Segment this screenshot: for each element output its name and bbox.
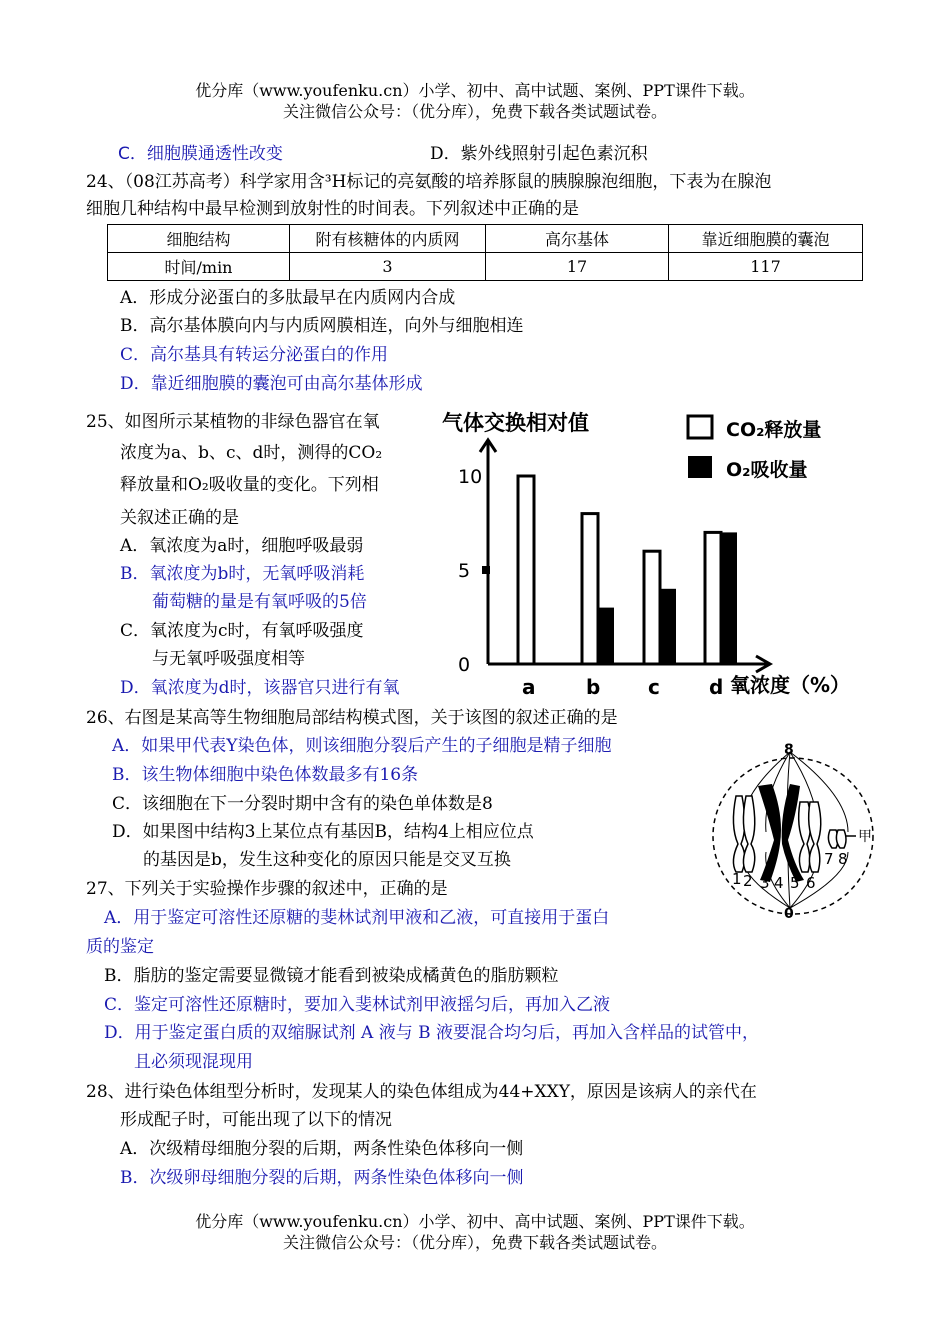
bar-o2-b xyxy=(598,608,614,664)
chromosome-number: 2 xyxy=(743,872,753,890)
legend-label-o2: O₂吸收量 xyxy=(726,459,808,481)
bar-o2-c xyxy=(660,589,676,664)
q26-cell-figure xyxy=(708,736,888,926)
q26-option-d-1: D．如果图中结构3上某位点有基因B，结构4上相应位点 xyxy=(112,822,534,842)
y-tick-label: 5 xyxy=(458,560,471,582)
x-tick-label: b xyxy=(586,675,601,699)
bar-co2-a xyxy=(518,476,534,664)
bar-o2-d xyxy=(721,532,737,664)
centriole-bottom: 0 xyxy=(784,906,794,922)
table-cell: 时间/min xyxy=(108,253,290,281)
chromosome-number: 7 xyxy=(824,850,834,868)
chromosome-number: 3 xyxy=(760,874,770,892)
table-header: 附有核糖体的内质网 xyxy=(290,225,486,253)
legend-swatch-co2 xyxy=(688,416,712,438)
q27-option-d-1: D．用于鉴定蛋白质的双缩脲试剂 A 液与 B 液要混合均匀后，再加入含样品的试管中， xyxy=(104,1023,760,1043)
q25-option-d: D．氧浓度为d时，该器官只进行有氧 xyxy=(120,678,400,698)
bar-co2-b xyxy=(582,514,598,664)
legend-label-co2: CO₂释放量 xyxy=(726,419,822,441)
chromosome-5-6 xyxy=(799,802,821,872)
header-line-2: 关注微信公众号：（优分库），免费下载各类试题试卷。 xyxy=(282,102,667,121)
footer-line-2: 关注微信公众号：（优分库），免费下载各类试题试卷。 xyxy=(282,1233,667,1252)
chromosome-number: 5 xyxy=(790,874,800,892)
y-tick-label: 0 xyxy=(458,654,471,676)
q26-option-a: A．如果甲代表Y染色体，则该细胞分裂后产生的子细胞是精子细胞 xyxy=(112,736,612,756)
q28-stem-2: 形成配子时，可能出现了以下的情况 xyxy=(120,1110,392,1130)
chromosome-number: 1 xyxy=(732,870,742,888)
table-header: 靠近细胞膜的囊泡 xyxy=(669,225,863,253)
q25-option-a: A．氧浓度为a时，细胞呼吸最弱 xyxy=(120,536,364,556)
q26-stem: 26、右图是某高等生物细胞局部结构模式图，关于该图的叙述正确的是 xyxy=(86,708,618,728)
table-header: 高尔基体 xyxy=(486,225,669,253)
q27-option-b: B．脂肪的鉴定需要显微镜才能看到被染成橘黄色的脂肪颗粒 xyxy=(104,966,559,986)
footer-line-1: 优分库（www.youfenku.cn）小学、初中、高中试题、案例、PPT课件下载。 xyxy=(195,1212,755,1231)
table-cell: 3 xyxy=(290,253,486,281)
q25-option-c-1: C．氧浓度为c时，有氧呼吸强度 xyxy=(120,621,364,641)
chromosome-1-2 xyxy=(733,796,754,872)
q28-stem-1: 28、进行染色体组型分析时，发现某人的染色体组成为44+XXY，原因是该病人的亲代在 xyxy=(86,1082,757,1102)
q24-option-a: A．形成分泌蛋白的多肽最早在内质网内合成 xyxy=(120,288,456,308)
q25-stem-2: 浓度为a、b、c、d时，测得的CO₂ xyxy=(120,443,383,463)
q28-option-b: B．次级卵母细胞分裂的后期，两条性染色体移向一侧 xyxy=(120,1168,524,1188)
table-header: 细胞结构 xyxy=(108,225,290,253)
x-tick-label: d xyxy=(709,675,724,699)
q25-option-b-1: B．氧浓度为b时，无氧呼吸消耗 xyxy=(120,564,365,584)
chart-title: 气体交换相对值 xyxy=(442,411,589,435)
q24-stem-2: 细胞几种结构中最早检测到放射性的时间表。下列叙述中正确的是 xyxy=(86,199,579,219)
q25-stem-3: 释放量和O₂吸收量的变化。下列相 xyxy=(120,475,379,495)
q28-option-a: A．次级精母细胞分裂的后期，两条性染色体移向一侧 xyxy=(120,1139,524,1159)
table-cell: 117 xyxy=(669,253,863,281)
q26-option-c: C．该细胞在下一分裂时期中含有的染色单体数是8 xyxy=(112,794,493,814)
q25-bar-chart xyxy=(440,404,870,704)
q26-option-d-2: 的基因是b，发生这种变化的原因只能是交叉互换 xyxy=(143,850,511,870)
x-tick-label: a xyxy=(522,675,536,699)
header-line-1: 优分库（www.youfenku.cn）小学、初中、高中试题、案例、PPT课件下载。 xyxy=(195,81,755,100)
q24-stem-1: 24、（08江苏高考）科学家用含³H标记的亮氨酸的培养豚鼠的胰腺腺泡细胞，下表为在腺泡 xyxy=(86,172,772,192)
q26-option-b: B．该生物体细胞中染色体数最多有16条 xyxy=(112,765,419,785)
q24-time-table xyxy=(107,224,863,281)
q27-option-d-2: 且必须现混现用 xyxy=(134,1052,253,1072)
chromosome-3-4 xyxy=(758,784,804,882)
x-tick-label: c xyxy=(648,675,660,699)
legend-swatch-o2 xyxy=(688,456,712,478)
chromosome-7-8 xyxy=(828,830,856,848)
q25-option-b-2: 葡萄糖的量是有氧呼吸的5倍 xyxy=(152,592,367,612)
chromosome-number: 4 xyxy=(774,874,784,892)
bar-co2-c xyxy=(644,551,660,664)
q24-option-c: C．高尔基具有转运分泌蛋白的作用 xyxy=(120,345,389,365)
q23-option-c: C．细胞膜通透性改变 xyxy=(118,144,283,164)
label-jia: 甲 xyxy=(858,829,872,845)
centriole-top: 8 xyxy=(784,742,794,758)
q27-stem: 27、下列关于实验操作步骤的叙述中，正确的是 xyxy=(86,879,448,899)
q27-option-c: C．鉴定可溶性还原糖时，要加入斐林试剂甲液摇匀后，再加入乙液 xyxy=(104,995,611,1015)
q24-option-d: D．靠近细胞膜的囊泡可由高尔基体形成 xyxy=(120,374,423,394)
x-axis-label: 氧浓度（%） xyxy=(730,673,851,697)
bar-co2-d xyxy=(705,532,721,664)
chromosome-number: 6 xyxy=(806,874,816,892)
table-cell: 17 xyxy=(486,253,669,281)
y-tick-mark xyxy=(482,566,490,574)
y-tick-label: 10 xyxy=(458,466,483,488)
q27-option-a-1: A．用于鉴定可溶性还原糖的斐林试剂甲液和乙液，可直接用于蛋白 xyxy=(104,908,610,928)
q24-option-b: B．高尔基体膜向内与内质网膜相连，向外与细胞相连 xyxy=(120,316,524,336)
q23-option-d: D．紫外线照射引起色素沉积 xyxy=(430,144,648,164)
q25-stem-4: 关叙述正确的是 xyxy=(120,508,239,528)
chromosome-number: 8 xyxy=(838,850,848,868)
q27-option-a-2: 质的鉴定 xyxy=(86,937,154,957)
q25-option-c-2: 与无氧呼吸强度相等 xyxy=(152,649,305,669)
q25-stem-1: 25、如图所示某植物的非绿色器官在氧 xyxy=(86,412,380,432)
